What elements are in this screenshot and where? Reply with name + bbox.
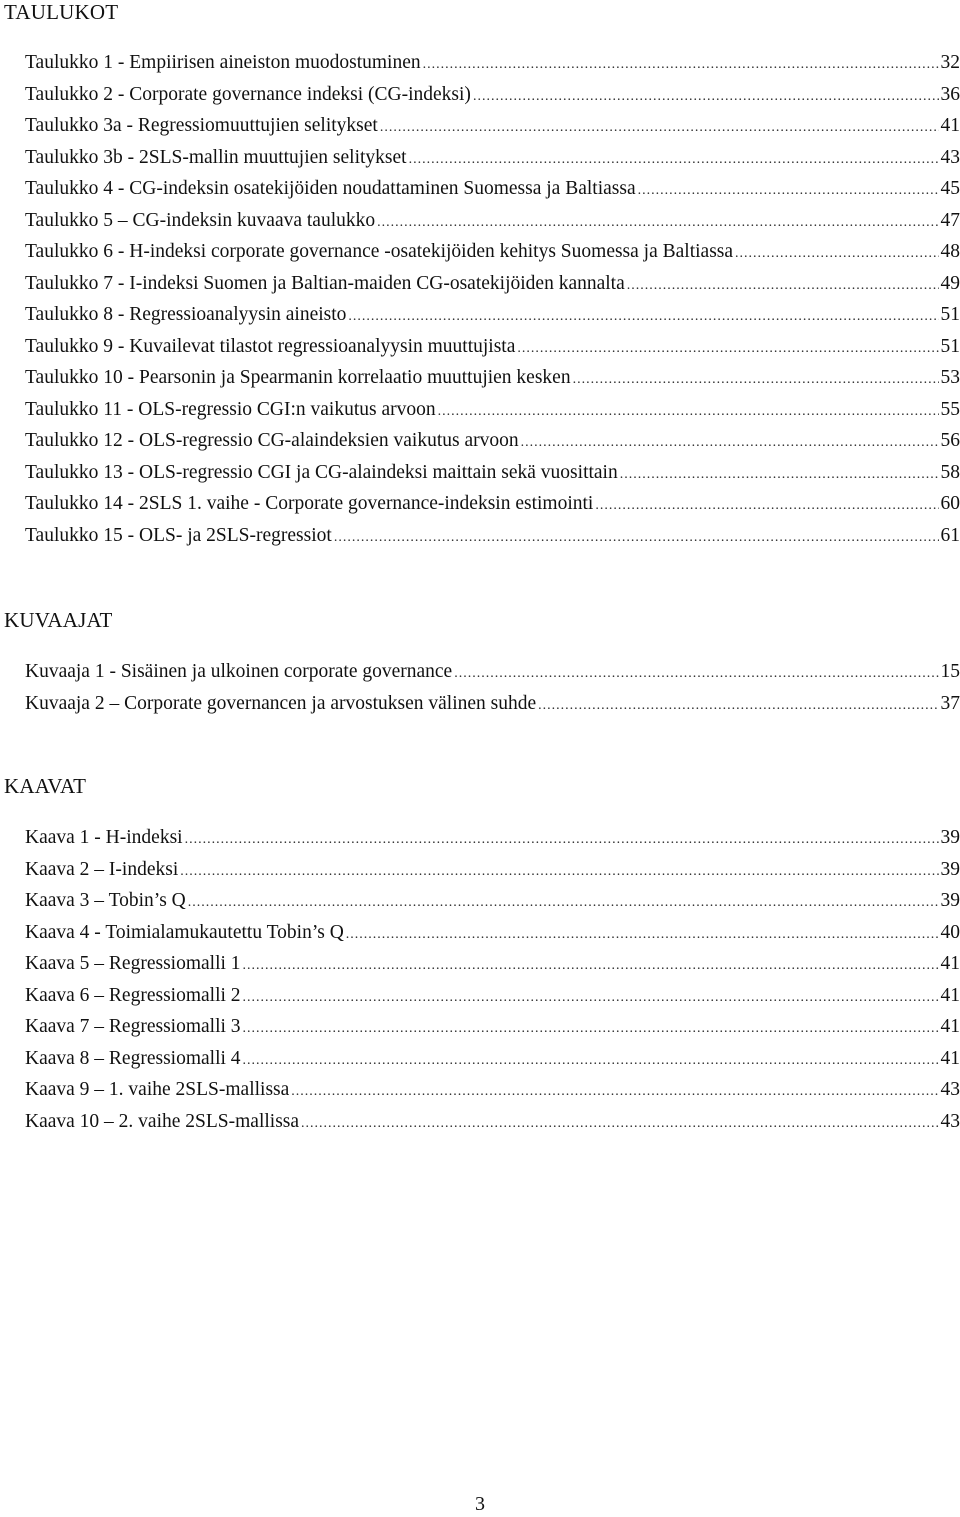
dot-leader <box>517 333 938 365</box>
dot-leader <box>595 490 938 522</box>
toc-list-tables <box>25 47 960 551</box>
dot-leader <box>180 856 938 888</box>
toc-entry-label: Kaava 9 – 1. vaihe 2SLS-mallissa <box>25 1079 290 1100</box>
toc-entry-label: Taulukko 7 - I-indeksi Suomen ja Baltian-maiden CG-osatekijöiden kannalta <box>25 272 625 294</box>
toc-entry-page: 45 <box>940 178 960 199</box>
dot-leader <box>380 112 939 144</box>
toc-entry[interactable] <box>25 236 960 268</box>
toc-entry-label: Taulukko 4 - CG-indeksin osatekijöiden noudattaminen Suomessa ja Baltiassa <box>25 178 636 199</box>
toc-entry-page: 60 <box>940 493 960 514</box>
toc-entry-label: Kaava 3 – Tobin’s Q <box>25 890 186 911</box>
toc-entry-label: Kaava 7 – Regressiomalli 3 <box>25 1016 241 1037</box>
toc-entry[interactable] <box>25 822 960 854</box>
toc-entry-label: Taulukko 12 - OLS-regressio CG-alaindeksien vaikutus arvoon <box>25 430 519 451</box>
toc-entry[interactable] <box>25 110 960 142</box>
toc-entry-page: 36 <box>940 83 960 105</box>
toc-entry-page: 43 <box>940 1079 960 1100</box>
toc-entry[interactable] <box>25 488 960 520</box>
toc-list-figures <box>25 656 960 719</box>
toc-entry-label: Taulukko 3a - Regressiomuuttujien selitykset <box>25 115 378 136</box>
toc-entry[interactable] <box>25 980 960 1012</box>
toc-entry-label: Taulukko 15 - OLS- ja 2SLS-regressiot <box>25 524 332 546</box>
dot-leader <box>473 81 939 113</box>
toc-entry-page: 48 <box>940 241 960 262</box>
toc-entry[interactable] <box>25 1074 960 1106</box>
toc-entry-page: 32 <box>940 52 960 73</box>
toc-entry-page: 41 <box>940 115 960 136</box>
dot-leader <box>377 207 938 239</box>
toc-entry-label: Taulukko 8 - Regressioanalyysin aineisto <box>25 304 347 325</box>
toc-entry-label: Taulukko 13 - OLS-regressio CGI ja CG-alaindeksi maittain sekä vuosittain <box>25 461 618 483</box>
toc-entry[interactable] <box>25 885 960 917</box>
dot-leader <box>620 459 939 491</box>
toc-entry-label: Kuvaaja 2 – Corporate governancen ja arvostuksen välinen suhde <box>25 692 537 714</box>
toc-entry-page: 41 <box>940 1016 960 1037</box>
dot-leader <box>627 270 939 302</box>
dot-leader <box>638 175 939 207</box>
toc-entry-label: Kaava 8 – Regressiomalli 4 <box>25 1047 241 1069</box>
section-heading-tables: TAULUKOT <box>4 0 119 24</box>
dot-leader <box>185 824 939 856</box>
dot-leader <box>348 301 938 333</box>
toc-entry-page: 51 <box>940 304 960 325</box>
toc-entry[interactable] <box>25 142 960 174</box>
toc-entry[interactable] <box>25 1011 960 1043</box>
dot-leader <box>423 49 939 81</box>
toc-entry-page: 58 <box>940 461 960 483</box>
dot-leader <box>538 690 938 722</box>
section-heading-formulas: KAAVAT <box>4 774 87 798</box>
dot-leader <box>735 238 938 270</box>
toc-entry[interactable] <box>25 268 960 300</box>
toc-entry-page: 39 <box>940 858 960 880</box>
page-number: 3 <box>475 1493 485 1515</box>
dot-leader <box>438 396 939 428</box>
toc-entry[interactable] <box>25 331 960 363</box>
toc-list-formulas <box>25 822 960 1137</box>
toc-entry[interactable] <box>25 394 960 426</box>
dot-leader <box>521 427 939 459</box>
toc-entry[interactable] <box>25 425 960 457</box>
toc-entry-label: Kaava 5 – Regressiomalli 1 <box>25 953 241 974</box>
toc-entry-label: Taulukko 10 - Pearsonin ja Spearmanin korrelaatio muuttujien kesken <box>25 367 571 388</box>
toc-entry-page: 40 <box>940 921 960 943</box>
toc-entry-label: Taulukko 11 - OLS-regressio CGI:n vaikutus arvoon <box>25 398 436 420</box>
toc-entry[interactable] <box>25 1043 960 1075</box>
dot-leader <box>573 364 939 396</box>
toc-entry-page: 41 <box>940 953 960 974</box>
toc-entry-page: 43 <box>940 1110 960 1132</box>
dot-leader <box>334 522 939 554</box>
dot-leader <box>301 1108 938 1140</box>
toc-entry-page: 41 <box>940 1047 960 1069</box>
toc-entry-page: 51 <box>940 335 960 357</box>
toc-entry-page: 47 <box>940 209 960 231</box>
toc-entry-label: Kaava 10 – 2. vaihe 2SLS-mallissa <box>25 1110 300 1132</box>
dot-leader <box>188 887 939 919</box>
toc-entry[interactable] <box>25 173 960 205</box>
toc-entry-label: Kaava 2 – I-indeksi <box>25 858 179 880</box>
toc-entry[interactable] <box>25 1106 960 1138</box>
toc-entry-page: 15 <box>940 661 960 682</box>
toc-entry[interactable] <box>25 688 960 720</box>
toc-entry-page: 39 <box>940 890 960 911</box>
toc-entry[interactable] <box>25 948 960 980</box>
dot-leader <box>409 144 939 176</box>
toc-entry[interactable] <box>25 362 960 394</box>
toc-entry-page: 43 <box>940 146 960 168</box>
toc-entry-label: Taulukko 14 - 2SLS 1. vaihe - Corporate governance-indeksin estimointi <box>25 493 594 514</box>
toc-entry-page: 49 <box>940 272 960 294</box>
dot-leader <box>291 1076 938 1108</box>
dot-leader <box>243 982 939 1014</box>
toc-entry[interactable] <box>25 299 960 331</box>
toc-entry-page: 55 <box>940 398 960 420</box>
toc-entry[interactable] <box>25 854 960 886</box>
toc-entry-label: Taulukko 9 - Kuvailevat tilastot regressioanalyysin muuttujista <box>25 335 516 357</box>
toc-entry-label: Kaava 6 – Regressiomalli 2 <box>25 984 241 1006</box>
toc-entry[interactable] <box>25 656 960 688</box>
toc-entry-page: 56 <box>940 430 960 451</box>
toc-entry-page: 61 <box>940 524 960 546</box>
toc-entry[interactable] <box>25 457 960 489</box>
toc-entry-page: 37 <box>940 692 960 714</box>
toc-entry[interactable] <box>25 520 960 552</box>
section-heading-figures: KUVAAJAT <box>4 608 113 632</box>
toc-entry-label: Taulukko 6 - H-indeksi corporate governance -osatekijöiden kehitys Suomessa ja Baltiassa <box>25 241 734 262</box>
dot-leader <box>243 1045 939 1077</box>
toc-entry-page: 41 <box>940 984 960 1006</box>
dot-leader <box>243 1013 939 1045</box>
toc-entry[interactable] <box>25 205 960 237</box>
toc-entry-label: Taulukko 2 - Corporate governance indeksi (CG-indeksi) <box>25 83 471 105</box>
dot-leader <box>243 950 939 982</box>
toc-entry-page: 39 <box>940 827 960 848</box>
toc-entry-label: Kaava 1 - H-indeksi <box>25 827 183 848</box>
toc-entry-label: Kaava 4 - Toimialamukautettu Tobin’s Q <box>25 921 344 943</box>
toc-entry-label: Kuvaaja 1 - Sisäinen ja ulkoinen corporate governance <box>25 661 453 682</box>
toc-entry-label: Taulukko 5 – CG-indeksin kuvaava taulukko <box>25 209 376 231</box>
dot-leader <box>346 919 939 951</box>
toc-entry-page: 53 <box>940 367 960 388</box>
toc-entry[interactable] <box>25 47 960 79</box>
toc-entry[interactable] <box>25 917 960 949</box>
toc-entry-label: Taulukko 1 - Empiirisen aineiston muodostuminen <box>25 52 421 73</box>
toc-entry-label: Taulukko 3b - 2SLS-mallin muuttujien selitykset <box>25 146 407 168</box>
dot-leader <box>454 658 938 690</box>
toc-entry[interactable] <box>25 79 960 111</box>
